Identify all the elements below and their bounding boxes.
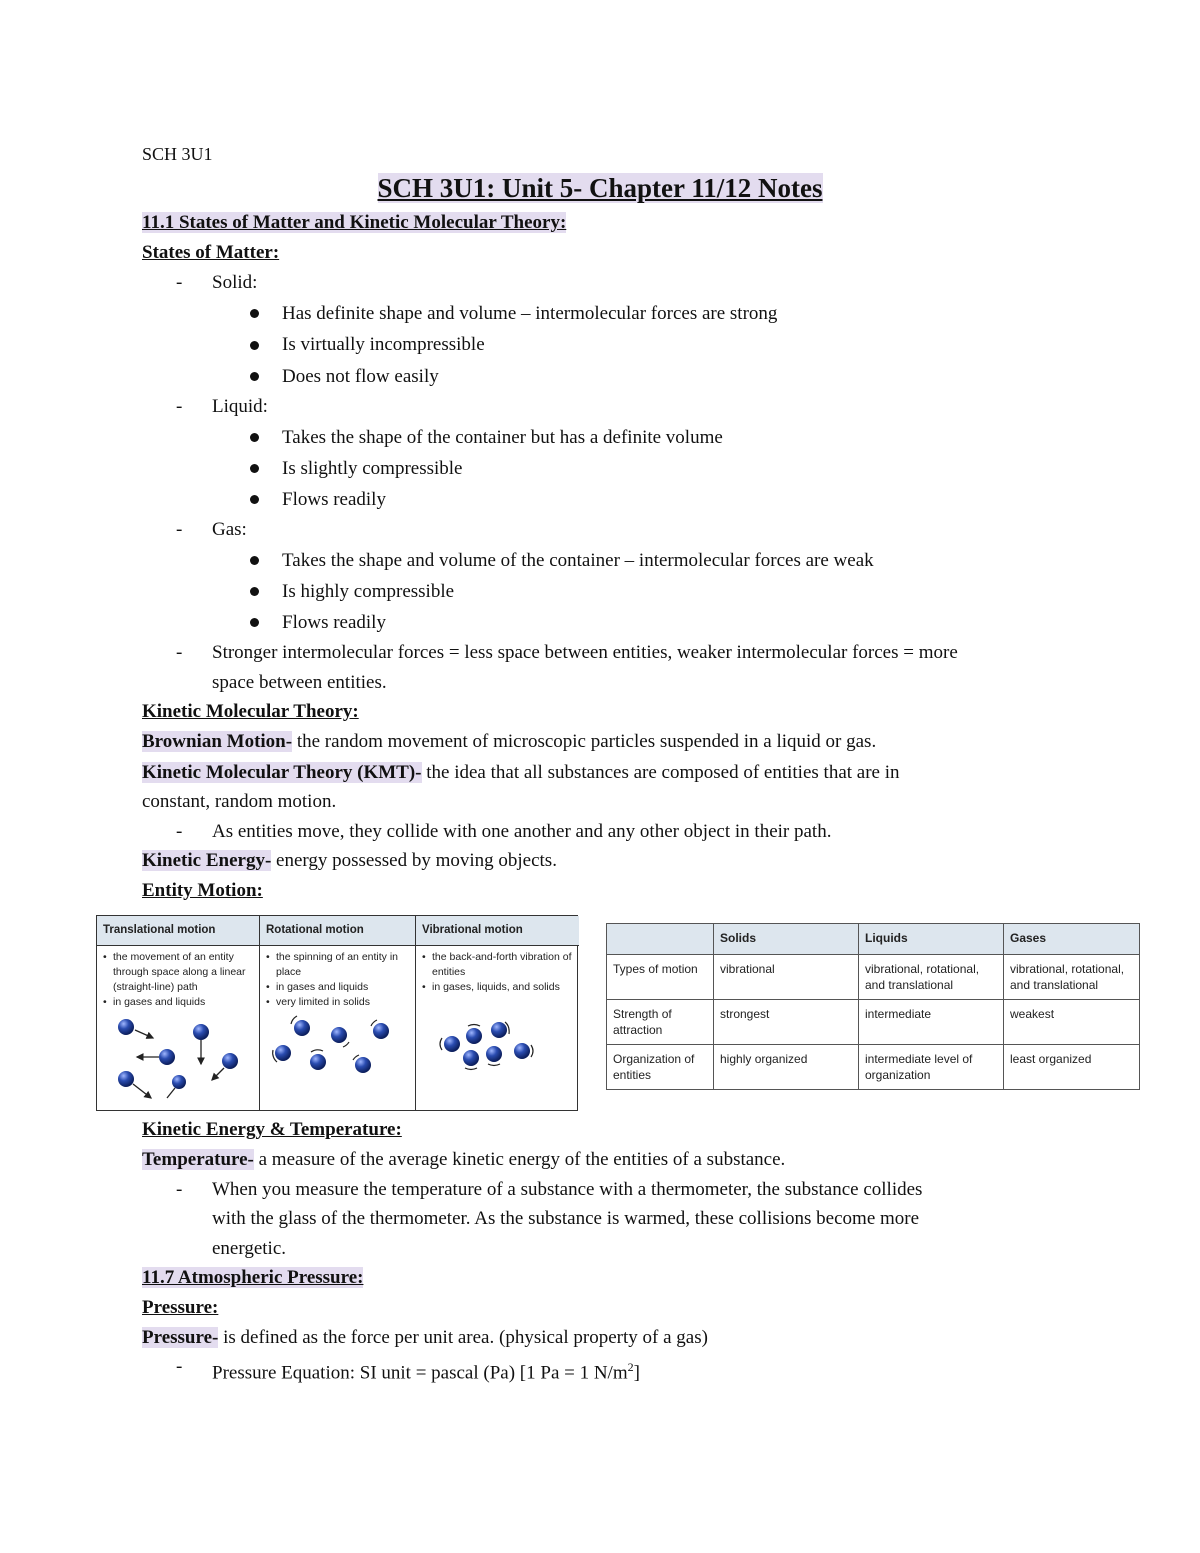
vibrational-spheres <box>440 1022 533 1070</box>
liquid-label: Liquid: <box>212 396 268 417</box>
rotational-title: Rotational motion <box>260 916 415 946</box>
motion-illustration <box>97 916 579 1112</box>
vibrational-title: Vibrational motion <box>416 916 579 946</box>
pressure-heading: Pressure: <box>142 1297 219 1318</box>
pressure-definition: Pressure- is defined as the force per unit area. (physical property of a gas) <box>142 1327 708 1348</box>
gas-item: Flows readily <box>282 612 386 633</box>
solid-item: Has definite shape and volume – intermolecular forces are strong <box>282 303 778 324</box>
kmt-bullet: As entities move, they collide with one another and any other object in their path. <box>212 821 832 842</box>
solid-item: Does not flow easily <box>282 366 439 387</box>
entity-motion-heading: Entity Motion: <box>142 880 263 901</box>
states-comparison-table <box>606 923 1140 1090</box>
bullet-dot <box>250 464 259 473</box>
forces-note-line2: space between entities. <box>212 672 387 693</box>
kmt-definition: Kinetic Molecular Theory (KMT)- the idea that all substances are composed of entities that are in <box>142 762 900 783</box>
bullet-dot <box>250 495 259 504</box>
liquid-item: Flows readily <box>282 489 386 510</box>
bullet-dot <box>250 433 259 442</box>
dash-bullet: - <box>176 272 183 293</box>
solid-label: Solid: <box>212 272 258 293</box>
table-cell: least organized <box>1004 1045 1140 1090</box>
temperature-definition: Temperature- a measure of the average kinetic energy of the entities of a substance. <box>142 1149 786 1170</box>
temperature-note-line2: with the glass of the thermometer. As the substance is warmed, these collisions become more <box>212 1208 920 1229</box>
liquid-item: Is slightly compressible <box>282 458 463 479</box>
bullet-dot <box>250 587 259 596</box>
table-cell: intermediate <box>859 1000 1004 1045</box>
table-cell: vibrational <box>714 955 859 1000</box>
pressure-equation: Pressure Equation: SI unit = pascal (Pa) [1 Pa = 1 $N/m^2$] <box>212 1360 640 1384</box>
dash-bullet: - <box>176 642 183 663</box>
liquid-item: Takes the shape of the container but has a definite volume <box>282 427 723 448</box>
kmt-definition-cont: constant, random motion. <box>142 791 337 812</box>
figure-bullet: • very limited in solids <box>276 995 406 1010</box>
figure-bullet: • in gases and liquids <box>276 980 406 995</box>
temperature-note-line3: energetic. <box>212 1238 287 1259</box>
ke-temperature-heading: Kinetic Energy & Temperature: <box>142 1119 402 1140</box>
table-cell: Organization of entities <box>607 1045 714 1090</box>
course-code: SCH 3U1 <box>142 144 213 164</box>
translational-title: Translational motion <box>97 916 259 946</box>
brownian-definition: Brownian Motion- the random movement of microscopic particles suspended in a liquid or gas. <box>142 731 877 752</box>
table-cell: vibrational, rotational, and translational <box>859 955 1004 1000</box>
states-of-matter-heading: States of Matter: <box>142 242 280 263</box>
figure-bullet: • the back-and-forth vibration of entities <box>432 950 572 980</box>
dash-bullet: - <box>176 396 183 417</box>
bullet-dot <box>250 372 259 381</box>
table-cell: Strength of attraction <box>607 1000 714 1045</box>
rotational-spheres <box>273 1016 389 1073</box>
bullet-dot <box>250 341 259 350</box>
table-cell: vibrational, rotational, and translational <box>1004 955 1140 1000</box>
gas-label: Gas: <box>212 519 247 540</box>
bullet-dot <box>250 309 259 318</box>
dash-bullet: - <box>176 519 183 540</box>
figure-bullet: • in gases and liquids <box>113 995 253 1010</box>
dash-bullet: - <box>176 1179 183 1200</box>
figure-bullet: • in gases, liquids, and solids <box>432 980 572 995</box>
figure-bullet: • the movement of an entity through space along a linear (straight-line) path <box>113 950 253 995</box>
gas-item: Is highly compressible <box>282 581 455 602</box>
table-cell: strongest <box>714 1000 859 1045</box>
table-row <box>607 1000 1140 1045</box>
dash-bullet: - <box>176 821 183 842</box>
kinetic-energy-definition: Kinetic Energy- energy possessed by moving objects. <box>142 850 557 871</box>
solid-item: Is virtually incompressible <box>282 334 485 355</box>
table-header-cell <box>607 924 714 955</box>
temperature-note-line1: When you measure the temperature of a substance with a thermometer, the substance collides <box>212 1179 923 1200</box>
table-cell: highly organized <box>714 1045 859 1090</box>
translational-spheres <box>118 1019 238 1098</box>
table-header-cell: Gases <box>1004 924 1140 955</box>
section-11-7-heading: 11.7 Atmospheric Pressure: <box>142 1267 364 1288</box>
figure-bullet: • the spinning of an entity in place <box>276 950 406 980</box>
bullet-dot <box>250 556 259 565</box>
table-row <box>607 955 1140 1000</box>
table-cell: intermediate level of organization <box>859 1045 1004 1090</box>
table-row <box>607 1045 1140 1090</box>
gas-item: Takes the shape and volume of the container – intermolecular forces are weak <box>282 550 874 571</box>
dash-bullet: - <box>176 1356 183 1377</box>
section-11-1-heading: 11.1 States of Matter and Kinetic Molecular Theory: <box>142 212 567 233</box>
kmt-heading: Kinetic Molecular Theory: <box>142 701 359 722</box>
table-header-cell: Liquids <box>859 924 1004 955</box>
motion-types-figure <box>96 915 578 1111</box>
forces-note-line1: Stronger intermolecular forces = less space between entities, weaker intermolecular forces = more <box>212 642 958 663</box>
table-header-cell: Solids <box>714 924 859 955</box>
table-header-row <box>607 924 1140 955</box>
page-title: SCH 3U1: Unit 5- Chapter 11/12 Notes <box>377 173 823 203</box>
bullet-dot <box>250 618 259 627</box>
table-cell: weakest <box>1004 1000 1140 1045</box>
table-cell: Types of motion <box>607 955 714 1000</box>
